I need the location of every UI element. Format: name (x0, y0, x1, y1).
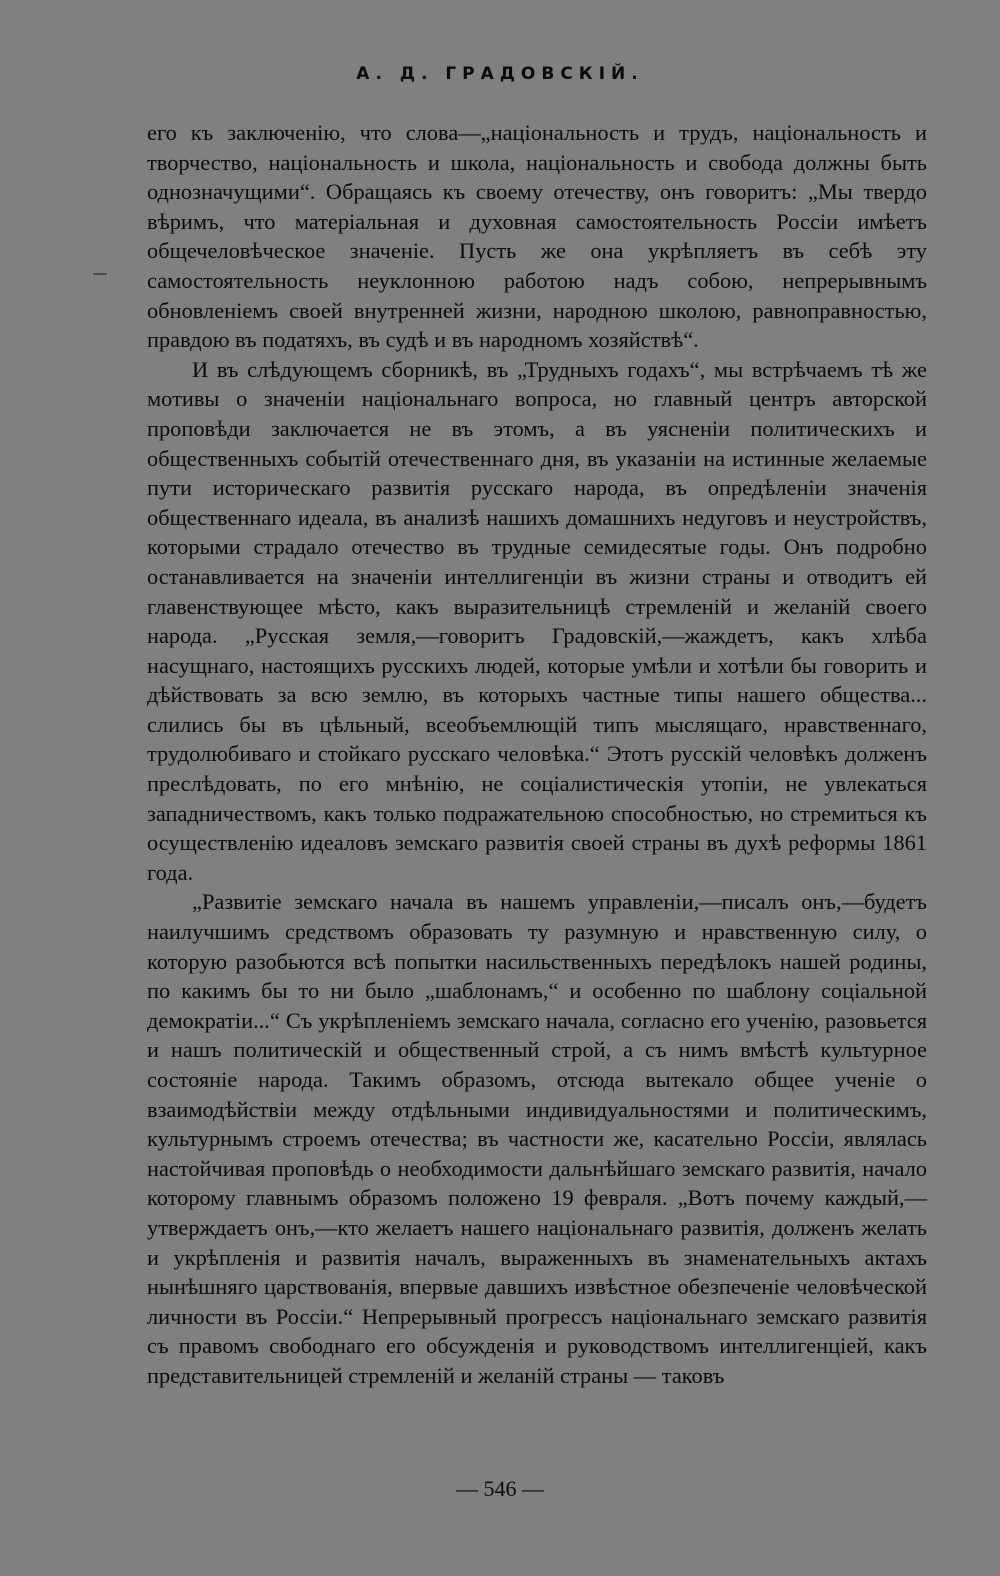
paragraph-2: И въ слѣдующемъ сборникѣ, въ „Трудныхъ годахъ“, мы встрѣчаемъ тѣ же мотивы о значеніи національнаго вопроса, но главный центръ авторской проповѣди заключается не въ этомъ, а въ уясненіи политическихъ и общественныхъ событій отечественнаго дня, въ указаніи на истинные желаемые пути историческаго развитія русскаго народа, въ опредѣленіи значенія общественнаго идеала, въ анализѣ нашихъ домашнихъ недуговъ и неустройствъ, которыми страдало отечество въ трудные семидесятые годы. Онъ подробно останавливается на значеніи интеллигенціи въ жизни страны и отводитъ ей главенствующее мѣсто, какъ выразительницѣ стремленій и желаній своего народа. „Русская земля,—говоритъ Градовскій,—жаждетъ, какъ хлѣба насущнаго, настоящихъ русскихъ людей, которые умѣли и хотѣли бы говорить и дѣйствовать за всю землю, въ которыхъ частные типы нашего общества... слились бы въ цѣльный, всеобъемлющій типъ мыслящаго, нравственнаго, трудолюбиваго и стойкаго русскаго человѣка.“ Этотъ русскій человѣкъ долженъ преслѣдовать, по его мнѣнію, не соціалистическія утопіи, не увлекаться западничествомъ, какъ только подражательною способностью, но стремиться къ осуществленію идеаловъ земскаго развитія своей страны въ духѣ реформы 1861 года. (147, 356, 927, 885)
page-number: — 546 — (456, 1476, 544, 1501)
margin-mark (93, 273, 107, 275)
body-text (147, 118, 927, 1391)
paragraph-3: „Развитіе земскаго начала въ нашемъ управленіи,—писалъ онъ,—будетъ наилучшимъ средствомъ образовать ту разумную и нравственную силу, о которую разобьются всѣ попытки насильственныхъ передѣлокъ нашей родины, по какимъ бы то ни было „шаблонамъ,“ и особенно по шаблону соціальной демократіи...“ Съ укрѣпленіемъ земскаго начала, согласно его ученію, разовьется и нашъ политическій и общественный строй, а съ нимъ вмѣстѣ культурное состояніе народа. Такимъ образомъ, отсюда вытекало общее ученіе о взаимодѣйствіи между отдѣльными индивидуальностями и политическимъ, культурнымъ строемъ отечества; въ частности же, касательно Россіи, являлась настойчивая проповѣдь о необходимости дальнѣйшаго земскаго развитія, начало которому главнымъ образомъ положено 19 февраля. „Вотъ почему каждый,—утверждаетъ онъ,—кто желаетъ нашего національнаго развитія, долженъ желать и укрѣпленія и развитія началъ, выраженныхъ въ знаменательныхъ актахъ нынѣшняго царствованія, впервые давшихъ извѣстное обезпеченіе человѣческой личности въ Россіи.“ Непрерывный прогрессъ національнаго земскаго развитія съ правомъ свободнаго его обсужденія и руководствомъ интеллигенціей, какъ представительницей стремленій и желаній страны — таковъ (147, 889, 927, 1388)
running-title: А. Д. ГРАДОВСКІЙ. (356, 64, 644, 84)
paragraph-1: его къ заключенію, что слова—„національность и трудъ, національность и творчество, національность и школа, національность и свобода должны быть однозначущими“. Обращаясь къ своему отечеству, онъ говоритъ: „Мы твердо вѣримъ, что матеріальная и духовная самостоятельность Россіи имѣетъ общечеловѣческое значеніе. Пусть же она укрѣпляетъ въ себѣ эту самостоятельность неуклонною работою надъ собою, непрерывнымъ обновленіемъ своей внутренней жизни, народною школою, равноправностью, правдою въ податяхъ, въ судѣ и въ народномъ хозяйствѣ“. (147, 120, 927, 353)
